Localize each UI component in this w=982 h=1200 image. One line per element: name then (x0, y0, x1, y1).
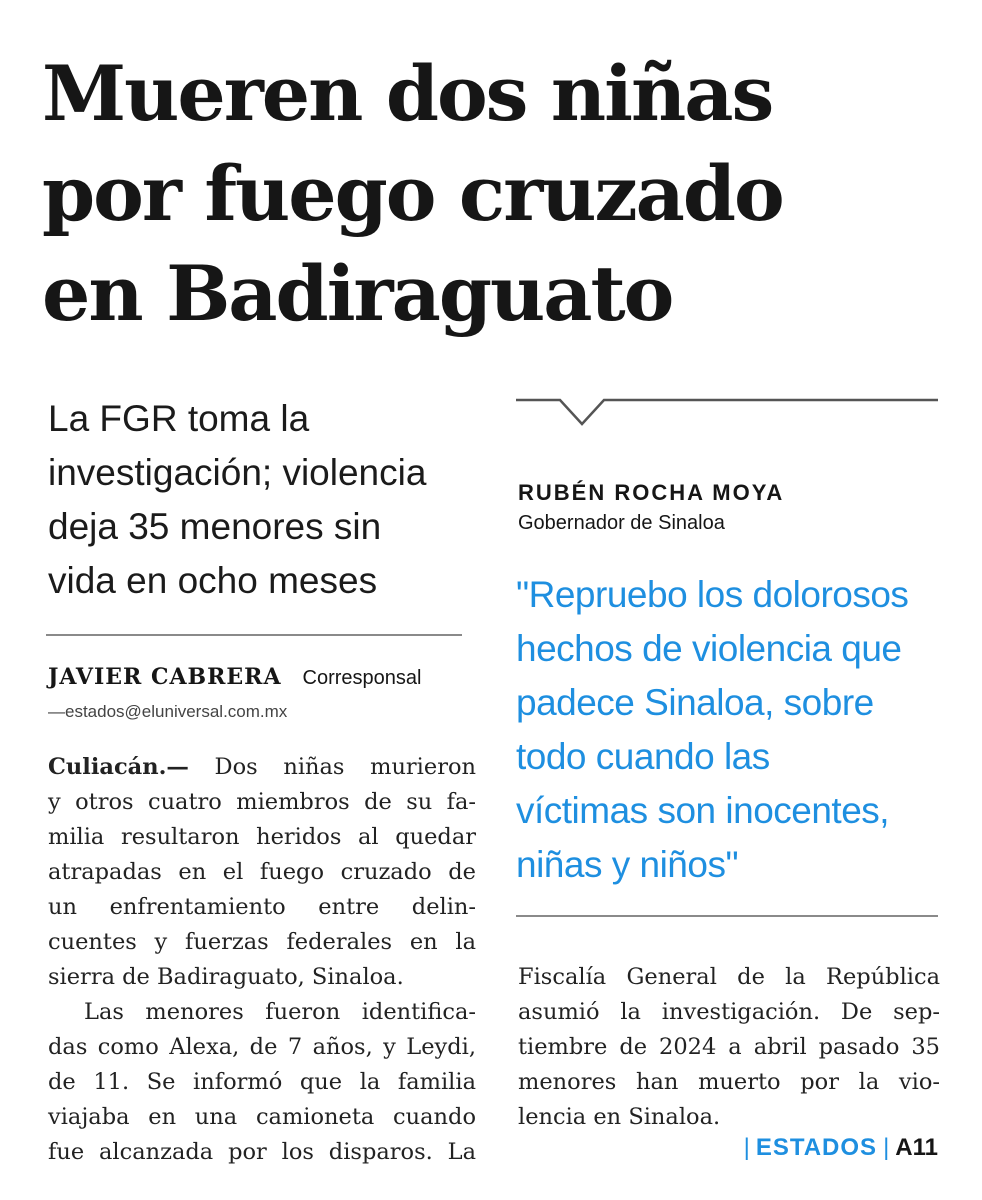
article-line: fue alcanzada por los disparos. La (48, 1139, 476, 1165)
separator-bar: | (883, 1134, 890, 1161)
article-body (48, 750, 476, 1170)
author-name: JAVIER CABRERA (48, 664, 282, 690)
pull-quote-line: niñas y niños" (516, 844, 739, 885)
subheadline-line: La FGR toma la (48, 398, 310, 439)
quote-bottom-divider (516, 915, 938, 917)
separator-bar: | (743, 1134, 750, 1161)
subheadline-line: vida en ocho meses (48, 560, 378, 601)
article-line: sierra de Badiraguato, Sinaloa. (48, 964, 404, 990)
page-number: A11 (895, 1134, 938, 1161)
continuation-line: asumió la investigación. De sep- (518, 999, 940, 1025)
byline (48, 662, 468, 693)
headline-line: Mueren dos niñas (42, 49, 773, 138)
pull-quote-line: padece Sinaloa, sobre (516, 682, 874, 723)
pull-quote (516, 568, 946, 892)
subheadline (48, 392, 478, 608)
article-line-text: Dos niñas murieron (188, 754, 476, 780)
section-page-reference (738, 1134, 938, 1162)
headline-line: por fuego cruzado (42, 149, 783, 238)
pull-quote-line: hechos de violencia que (516, 628, 902, 669)
subheadline-line: investigación; violencia (48, 452, 427, 493)
author-email[interactable]: —estados@eluniversal.com.mx (48, 702, 288, 721)
dateline: Culiacán.— (48, 754, 189, 780)
author-role: Corresponsal (302, 667, 422, 689)
continuation-line: menores han muerto por la vio- (518, 1069, 940, 1095)
subheadline-line: deja 35 menores sin (48, 506, 382, 547)
article-line: viajaba en una camioneta cuando (48, 1104, 476, 1130)
article-line: cuentes y fuerzas federales en la (48, 929, 476, 955)
quote-speaker-name: RUBÉN ROCHA MOYA (518, 480, 785, 505)
quote-pointer-divider (516, 382, 938, 432)
article-continuation (518, 960, 940, 1135)
continuation-line: tiembre de 2024 a abril pasado 35 (518, 1034, 940, 1060)
section-name[interactable]: ESTADOS (755, 1134, 878, 1161)
pull-quote-line: víctimas son inocentes, (516, 790, 890, 831)
article-line: de 11. Se informó que la familia (48, 1069, 476, 1095)
article-line: atrapadas en el fuego cruzado de (48, 859, 476, 885)
article-line: Las menores fueron identifica- (84, 999, 476, 1025)
quote-speaker-title: Gobernador de Sinaloa (518, 512, 725, 534)
byline-divider (46, 634, 462, 636)
article-line: milia resultaron heridos al quedar (48, 824, 476, 850)
article-line (48, 750, 476, 785)
headline-line: en Badiraguato (42, 249, 673, 338)
pull-quote-line: todo cuando las (516, 736, 770, 777)
article-line: un enfrentamiento entre delin- (48, 894, 476, 920)
headline (42, 44, 962, 344)
article-line: das como Alexa, de 7 años, y Leydi, (48, 1034, 476, 1060)
article-line: y otros cuatro miembros de su fa- (48, 789, 476, 815)
pull-quote-line: "Repruebo los dolorosos (516, 574, 909, 615)
continuation-line: Fiscalía General de la República (518, 964, 940, 990)
continuation-line: lencia en Sinaloa. (518, 1104, 721, 1130)
